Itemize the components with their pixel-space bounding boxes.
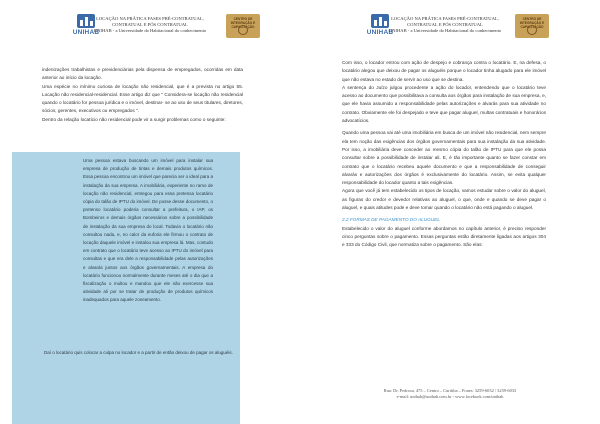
paragraph: Quando uma pessoa vai até uma imobiliária em busca de um imóvel não residencial, nem sempre ela tem noção das exigências dos órgãos governamentais para sua instalação da sua atividade. Por isso, a imobiliária deve conceder ao mesmo cópia do talão de IPTU para que ele possa consultar sobre a possibilidade de instalar ali. E, é tão importante quanto se fazer constar em contrato que o locatário recebeu aquele documento e que a responsabilidade de conseguir alvarás e autorizações dos órgãos é exclusivamente do locatário. Assim, se evita qualquer responsabilidade do locador quanto a tais exigências. <box>342 130 546 186</box>
paragraph: Estabelecido o valor do aluguel conforme abordamos no capítulo anterior, é preciso responder cinco perguntas sobre o pagamento. Essas perguntas estão diretamente ligadas aos artigos 304 e 333 do Código Civil, que normatiza sobre o pagamento. São elas: <box>342 225 546 248</box>
page-footer <box>300 388 600 400</box>
header-line-2: CONTRATUAL E PÓS CONTRATUAL <box>407 22 483 27</box>
header-line-3: UNIHAB - a Universidade do Habitacional do conhecimento <box>388 28 502 33</box>
seal-ring-icon <box>527 25 537 35</box>
paragraph: Dentro da relação locatício não residencial pode vir a surgir problemas como o seguinte: <box>42 116 226 122</box>
header-line-1: LOCAÇÃO NA PRÁTICA FASES PRÉ-CONTRATUAL, <box>391 16 499 21</box>
header-line-3: UNIHAB - a Universidade do Habitacional do conhecimento <box>93 28 207 33</box>
paragraph: A sentença do Juízo julgou procedente a ação do locador, entendendo que o locatário teve acesso ao documento que possibilitava a consulta aos órgãos para instalação de sua empresa, e, que ele havia assumido a responsabilidade pelas autorizações e alvarás para sua atividade no contrato. Obviamente ele foi despejado e teve que pagar aluguel, multas contratuais e honorários advocatícios. <box>342 84 546 124</box>
paragraph: Agora que você já tem estabelecido os tipos de locação, vamos estudar sobre o valor do aluguel, as figuras do credor e devedor relativas ao aluguel, o que, onde e quando se deve pagar o aluguel, e quais atitudes pode e deve tomar quando o locatário não está pagando o aluguel. <box>342 188 546 211</box>
page-header <box>300 14 600 44</box>
footer-address: Rua: Dr. Pedrosa, 475 – Centro – Curitiba – Fones: 3259-6032 / 3259-6033 <box>383 388 517 393</box>
quote-paragraph: Uma pessoa estava buscando um imóvel para instalar sua empresa de produção de tintas e demais produtos químicos. Essa pessoa encontrou um imóvel que parecia ser o ideal para a instalação da sua empresa. A imobiliária, experiente no ramo de locação não residencial, entregou para essa pretensa locatário cópia do talão de IPTU do imóvel. De posse desse documento, o pretenso locatário poderia consultar a prefeitura, o IAP, os Bombeiros e demais órgãos necessários sobre a possibilidade de instalação da sua empresa do local. Todavia o locatário não consultou nada, e, no calor da euforia ele firmou o contrato de locação daquele imóvel e instalou sua empresa lá. Mas, contudo em contrato que o locatário teve acesso ao IPTU do imóvel para consultas e que era dele a responsabilidade pelas autorizações e alvarás juntos aos órgãos governamentais. A empresa do locatário funcionou normalmente durante meses até o dia que a fiscalização o multou e mandou que ele não exercesse sua atividade ali por se tratar de produção de produtos químicos inadequados para aquele zoneamento. <box>83 158 213 303</box>
right-page <box>300 0 600 424</box>
seal-text: CENTRO DE INTEGRAÇÃO E CAPACITAÇÃO <box>519 17 545 29</box>
header-text <box>75 16 225 34</box>
left-body-text <box>42 66 243 124</box>
header-text <box>370 16 520 34</box>
seal-ring-icon <box>238 25 248 35</box>
quote-text <box>83 157 213 305</box>
unihab-logo-text: UNIHAB <box>72 29 100 36</box>
section-title: 2.2 FORMAS DE PAGAMENTO DO ALUGUEL <box>342 217 440 223</box>
header-line-2: CONTRATUAL E PÓS CONTRATUAL <box>112 22 188 27</box>
unihab-logo-text: UNIHAB <box>366 29 394 36</box>
right-body-text <box>342 59 546 250</box>
seal-logo <box>226 14 260 38</box>
paragraph: Uma espécie no mínimo curiosa de locação não residencial, que é a prevista no artigo 55. Locação não residencial-residencial. Esse artigo diz que " Considera-se locação não residencial quando o locatário for pessoa jurídica e o imóvel, destinar- se ao uso de seus titulares, diretores, sócios, gerentes, executivos ou empregados ". <box>42 83 243 114</box>
seal-text: CENTRO DE INTEGRAÇÃO E CAPACITAÇÃO <box>230 17 256 29</box>
page-header <box>0 14 300 44</box>
paragraph: Com isso, o locador entrou com ação de despejo e cobrança contra o locatário. E, na defesa, o locatário alegou que deixou de pagar os aluguéis porque o locador tinha alugado para ele imóvel que não estava no estado de servir ao uso que se destina. <box>342 60 546 82</box>
quote-tail-text: Daí o locatário quis colocar a culpa no locador e a partir de então deixou de pagar os aluguéis. <box>44 350 233 355</box>
header-line-1: LOCAÇÃO NA PRÁTICA FASES PRÉ-CONTRATUAL, <box>96 16 204 21</box>
paragraph: indenizações trabalhistas e previdenciárias pela dispensa de empregados, ocorridas em data anterior ao início da locação. <box>42 67 243 81</box>
seal-logo <box>515 14 549 38</box>
footer-contact: e-mail: unihab@unihab.com.br - www.facebook.com/unihab <box>396 394 504 399</box>
